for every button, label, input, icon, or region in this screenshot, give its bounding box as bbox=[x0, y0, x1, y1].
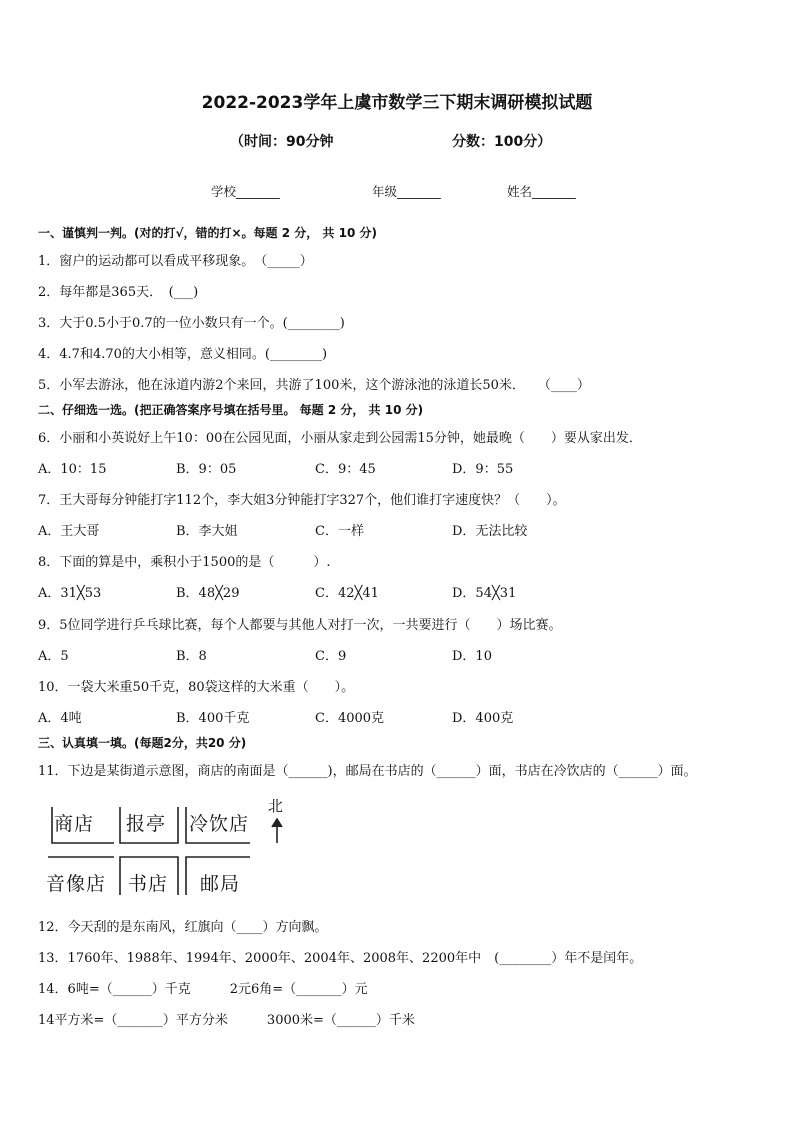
q8-option-d: D．54╳31 bbox=[452, 586, 517, 601]
section-heading-choice: 二、仔细选一选。(把正确答案序号填在括号里。 每题 2 分， 共 10 分) bbox=[38, 403, 424, 417]
q8-option-a: A．31╳53 bbox=[38, 586, 102, 601]
map-label-post-office: 邮局 bbox=[200, 873, 241, 895]
question-14-continued: 14平方米=（_______）平方分米 3000米=（______）千米 bbox=[38, 1013, 415, 1028]
question-8: 8．下面的算是中，乘积小于1500的是（ ）. bbox=[38, 555, 331, 570]
section-heading-fill: 三、认真填一填。(每题2分，共20 分) bbox=[38, 736, 247, 750]
q10-option-c: C．4000克 bbox=[315, 711, 385, 726]
school-field: 学校_______ bbox=[211, 184, 280, 199]
question-13: 13．1760年、1988年、1994年、2000年、2004年、2008年、2200年中 (________）年不是闰年。 bbox=[38, 951, 643, 966]
section-heading-judgement: 一、谨慎判一判。(对的打√，错的打×。每题 2 分， 共 10 分) bbox=[38, 226, 377, 240]
q9-option-b: B．8 bbox=[176, 649, 207, 664]
question-9: 9．5位同学进行乒乓球比赛，每个人都要与其他人对打一次，一共要进行（ ）场比赛。 bbox=[38, 618, 562, 633]
question-5: 5．小军去游泳，他在泳道内游2个来回，共游了100米，这个游泳池的泳道长50米． （____） bbox=[38, 378, 590, 393]
map-label-north: 北 bbox=[268, 797, 285, 815]
question-4: 4．4.7和4.70的大小相等，意义相同。(________) bbox=[38, 347, 328, 362]
grade-field: 年级_______ bbox=[372, 184, 441, 199]
q6-option-b: B．9：05 bbox=[176, 462, 237, 477]
street-map bbox=[40, 795, 300, 905]
exam-time: （时间：90分钟 bbox=[230, 134, 334, 150]
question-1: 1．窗户的运动都可以看成平移现象。 （_____） bbox=[38, 254, 313, 269]
q7-option-c: C．一样 bbox=[315, 524, 364, 539]
q8-option-b: B．48╳29 bbox=[176, 586, 240, 601]
map-label-video-store: 音像店 bbox=[46, 873, 107, 895]
q10-option-a: A．4吨 bbox=[38, 711, 82, 726]
q7-option-b: B．李大姐 bbox=[176, 524, 238, 539]
question-2: 2．每年都是365天． (___) bbox=[38, 285, 199, 300]
q9-option-d: D．10 bbox=[452, 649, 492, 664]
name-field: 姓名_______ bbox=[507, 184, 576, 199]
q7-option-d: D．无法比较 bbox=[452, 524, 528, 539]
q9-option-a: A．5 bbox=[38, 649, 69, 664]
q7-option-a: A．王大哥 bbox=[38, 524, 100, 539]
page-title: 2022-2023学年上虞市数学三下期末调研模拟试题 bbox=[201, 93, 593, 113]
question-7: 7．王大哥每分钟能打字112个，李大姐3分钟能打字327个，他们谁打字速度快？（ ）。 bbox=[38, 493, 566, 508]
exam-score: 分数：100分） bbox=[452, 134, 552, 150]
map-label-cold-drink-shop: 冷饮店 bbox=[189, 813, 250, 835]
question-3: 3．大于0.5小于0.7的一位小数只有一个。(________) bbox=[38, 316, 345, 331]
map-label-shop: 商店 bbox=[54, 813, 95, 835]
question-10: 10．一袋大米重50千克，80袋这样的大米重（ ）。 bbox=[38, 680, 355, 695]
map-label-bookstore: 书店 bbox=[128, 873, 169, 895]
question-14: 14．6吨=（______）千克 2元6角=（_______）元 bbox=[38, 982, 368, 997]
q6-option-c: C．9：45 bbox=[315, 462, 376, 477]
q10-option-b: B．400千克 bbox=[176, 711, 250, 726]
q10-option-d: D．400克 bbox=[452, 711, 514, 726]
question-6: 6．小丽和小英说好上午10：00在公园见面，小丽从家走到公园需15分钟，她最晚（ ）要从家出发． bbox=[38, 431, 642, 446]
q9-option-c: C．9 bbox=[315, 649, 347, 664]
q8-option-c: C．42╳41 bbox=[315, 586, 379, 601]
question-11: 11．下边是某街道示意图，商店的南面是（______)，邮局在书店的（______）面，书店在冷饮店的（______）面。 bbox=[38, 764, 697, 779]
q6-option-d: D．9：55 bbox=[452, 462, 514, 477]
q6-option-a: A．10：15 bbox=[38, 462, 107, 477]
question-12: 12．今天刮的是东南风，红旗向（____）方向飘。 bbox=[38, 920, 328, 935]
map-label-newsstand: 报亭 bbox=[126, 813, 167, 835]
